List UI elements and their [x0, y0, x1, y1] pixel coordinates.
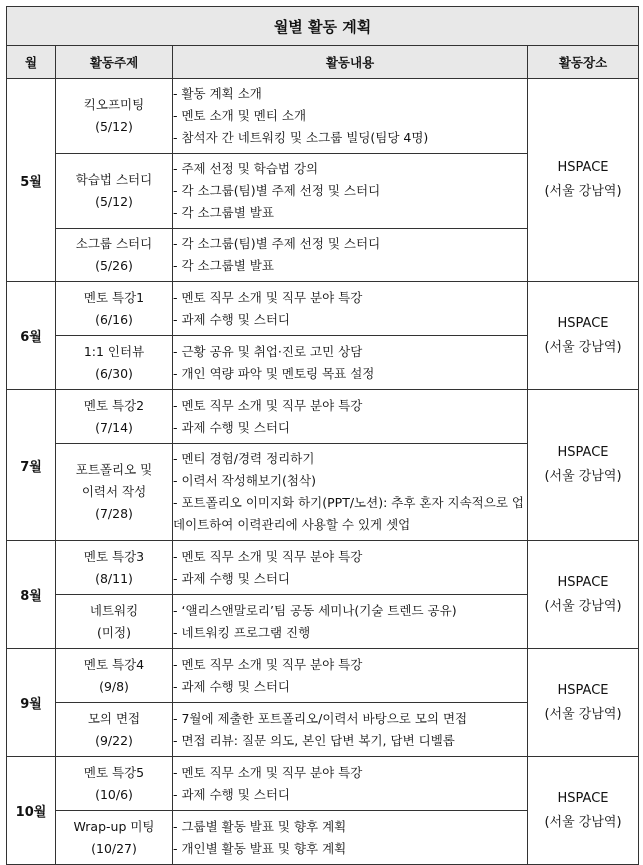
topic-cell: [56, 757, 173, 811]
topic-line: (5/12): [95, 119, 133, 134]
content-cell: [173, 154, 528, 229]
content-line: - 참석자 간 네트워킹 및 소그룹 빌딩(팀당 4명): [173, 130, 429, 145]
content-line: - 멘토 직무 소개 및 직무 분야 특강: [173, 548, 363, 564]
topic-line: 학습법 스터디: [75, 172, 153, 187]
month-cell: 5월: [7, 79, 56, 282]
content-cell: [173, 336, 528, 390]
place-area: (서울 강남역): [544, 339, 622, 355]
topic-line: 네트워킹: [89, 602, 139, 618]
place-name: HSPACE: [557, 574, 609, 590]
place-cell: [528, 79, 639, 282]
topic-cell: [56, 444, 173, 541]
place-name: HSPACE: [557, 682, 609, 698]
topic-line: (5/26): [95, 258, 133, 273]
topic-line: 멘토 특강2: [83, 397, 145, 413]
place-name: HSPACE: [557, 315, 609, 331]
content-line: - 과제 수행 및 스터디: [173, 419, 291, 435]
topic-line: (6/16): [95, 311, 133, 327]
topic-line: (6/30): [95, 365, 133, 381]
monthly-plan-table: [6, 6, 639, 865]
content-line: - 과제 수행 및 스터디: [173, 311, 291, 327]
topic-line: 포트폴리오 및: [75, 462, 153, 477]
content-cell: [173, 649, 528, 703]
content-line: - 멘토 직무 소개 및 직무 분야 특강: [173, 289, 363, 305]
topic-line: (9/8): [99, 678, 129, 694]
content-line: - 그룹별 활동 발표 및 향후 계획: [173, 818, 347, 834]
content-line: - 주제 선정 및 학습법 강의: [173, 161, 319, 176]
content-line: - 근황 공유 및 취업·진로 고민 상담: [173, 343, 363, 359]
content-line: - 멘토 직무 소개 및 직무 분야 특강: [173, 764, 363, 780]
table-row: [7, 649, 639, 703]
table-title: 월별 활동 계획: [7, 7, 639, 46]
table-row: [7, 79, 639, 154]
table-row: [7, 282, 639, 336]
place-name: HSPACE: [557, 160, 609, 175]
place-name: HSPACE: [557, 445, 609, 460]
topic-line: 킥오프미팅: [83, 97, 145, 112]
topic-line: 이력서 작성: [81, 484, 147, 499]
topic-line: 멘토 특강4: [83, 656, 145, 672]
header-place: 활동장소: [528, 46, 639, 79]
topic-cell: [56, 595, 173, 649]
content-cell: [173, 229, 528, 282]
month-cell: 9월: [7, 649, 56, 757]
place-cell: [528, 390, 639, 541]
content-cell: [173, 595, 528, 649]
month-cell: 8월: [7, 541, 56, 649]
content-line: - 이력서 작성해보기(첨삭): [173, 473, 316, 488]
place-cell: [528, 282, 639, 390]
content-cell: [173, 79, 528, 154]
topic-line: (8/11): [95, 570, 133, 586]
topic-line: 1:1 인터뷰: [83, 343, 145, 359]
content-line: - ‘앨리스앤말로리’팀 공동 세미나(기술 트렌드 공유): [173, 602, 457, 618]
topic-line: 모의 면접: [87, 710, 141, 726]
header-content: 활동내용: [173, 46, 528, 79]
content-line: - 개인별 활동 발표 및 향후 계획: [173, 840, 347, 856]
content-line: - 과제 수행 및 스터디: [173, 678, 291, 694]
place-name: HSPACE: [557, 790, 609, 806]
topic-line: 멘토 특강3: [83, 548, 145, 564]
table-row: [7, 390, 639, 444]
place-cell: [528, 541, 639, 649]
topic-line: 멘토 특강5: [83, 764, 145, 780]
content-line: - 활동 계획 소개: [173, 86, 262, 101]
content-cell: [173, 444, 528, 541]
topic-line: (9/22): [95, 732, 133, 748]
month-cell: 6월: [7, 282, 56, 390]
table-row: [7, 541, 639, 595]
topic-line: (10/6): [95, 786, 133, 802]
header-month: 월: [7, 46, 56, 79]
topic-cell: [56, 79, 173, 154]
table-row: [7, 757, 639, 811]
topic-line: (미정): [97, 624, 131, 640]
topic-cell: [56, 649, 173, 703]
place-area: (서울 강남역): [544, 184, 622, 199]
topic-line: (7/28): [95, 506, 133, 521]
topic-line: 멘토 특강1: [83, 289, 145, 305]
content-line: - 멘토 직무 소개 및 직무 분야 특강: [173, 397, 363, 413]
place-area: (서울 강남역): [544, 469, 622, 484]
content-cell: [173, 757, 528, 811]
content-cell: [173, 282, 528, 336]
content-line: - 개인 역량 파악 및 멘토링 목표 설정: [173, 365, 375, 381]
topic-line: Wrap-up 미팅: [73, 818, 155, 834]
topic-cell: [56, 336, 173, 390]
place-cell: [528, 757, 639, 865]
content-cell: [173, 390, 528, 444]
content-line: - 멘티 경험/경력 정리하기: [173, 451, 315, 466]
content-line: - 각 소그룹별 발표: [173, 205, 274, 220]
topic-line: (5/12): [95, 194, 133, 209]
plan-body: [7, 79, 639, 865]
content-line: - 포트폴리오 이미지화 하기(PPT/노션): 추후 혼자 지속적으로 업데이트하여 이력관리에 사용할 수 있게 셋업: [173, 495, 524, 532]
content-line: - 멘토 소개 및 멘티 소개: [173, 108, 307, 123]
month-cell: 7월: [7, 390, 56, 541]
place-area: (서울 강남역): [544, 706, 622, 722]
topic-line: (7/14): [95, 419, 133, 435]
topic-cell: [56, 811, 173, 865]
topic-cell: [56, 541, 173, 595]
topic-cell: [56, 390, 173, 444]
content-line: - 각 소그룹(팀)별 주제 선정 및 스터디: [173, 236, 381, 251]
place-cell: [528, 649, 639, 757]
content-cell: [173, 703, 528, 757]
header-topic: 활동주제: [56, 46, 173, 79]
place-area: (서울 강남역): [544, 598, 622, 614]
content-line: - 각 소그룹(팀)별 주제 선정 및 스터디: [173, 183, 381, 198]
content-line: - 면접 리뷰: 질문 의도, 본인 답변 복기, 답변 디벨롭: [173, 732, 455, 748]
place-area: (서울 강남역): [544, 814, 622, 830]
content-line: - 과제 수행 및 스터디: [173, 786, 291, 802]
topic-cell: [56, 229, 173, 282]
content-line: - 각 소그룹별 발표: [173, 258, 274, 273]
content-cell: [173, 811, 528, 865]
content-line: - 멘토 직무 소개 및 직무 분야 특강: [173, 656, 363, 672]
content-line: - 7월에 제출한 포트폴리오/이력서 바탕으로 모의 면접: [173, 710, 468, 726]
topic-line: 소그룹 스터디: [75, 236, 153, 251]
content-line: - 과제 수행 및 스터디: [173, 570, 291, 586]
content-line: - 네트워킹 프로그램 진행: [173, 624, 311, 640]
topic-line: (10/27): [91, 840, 137, 856]
topic-cell: [56, 154, 173, 229]
topic-cell: [56, 282, 173, 336]
content-cell: [173, 541, 528, 595]
month-cell: 10월: [7, 757, 56, 865]
topic-cell: [56, 703, 173, 757]
